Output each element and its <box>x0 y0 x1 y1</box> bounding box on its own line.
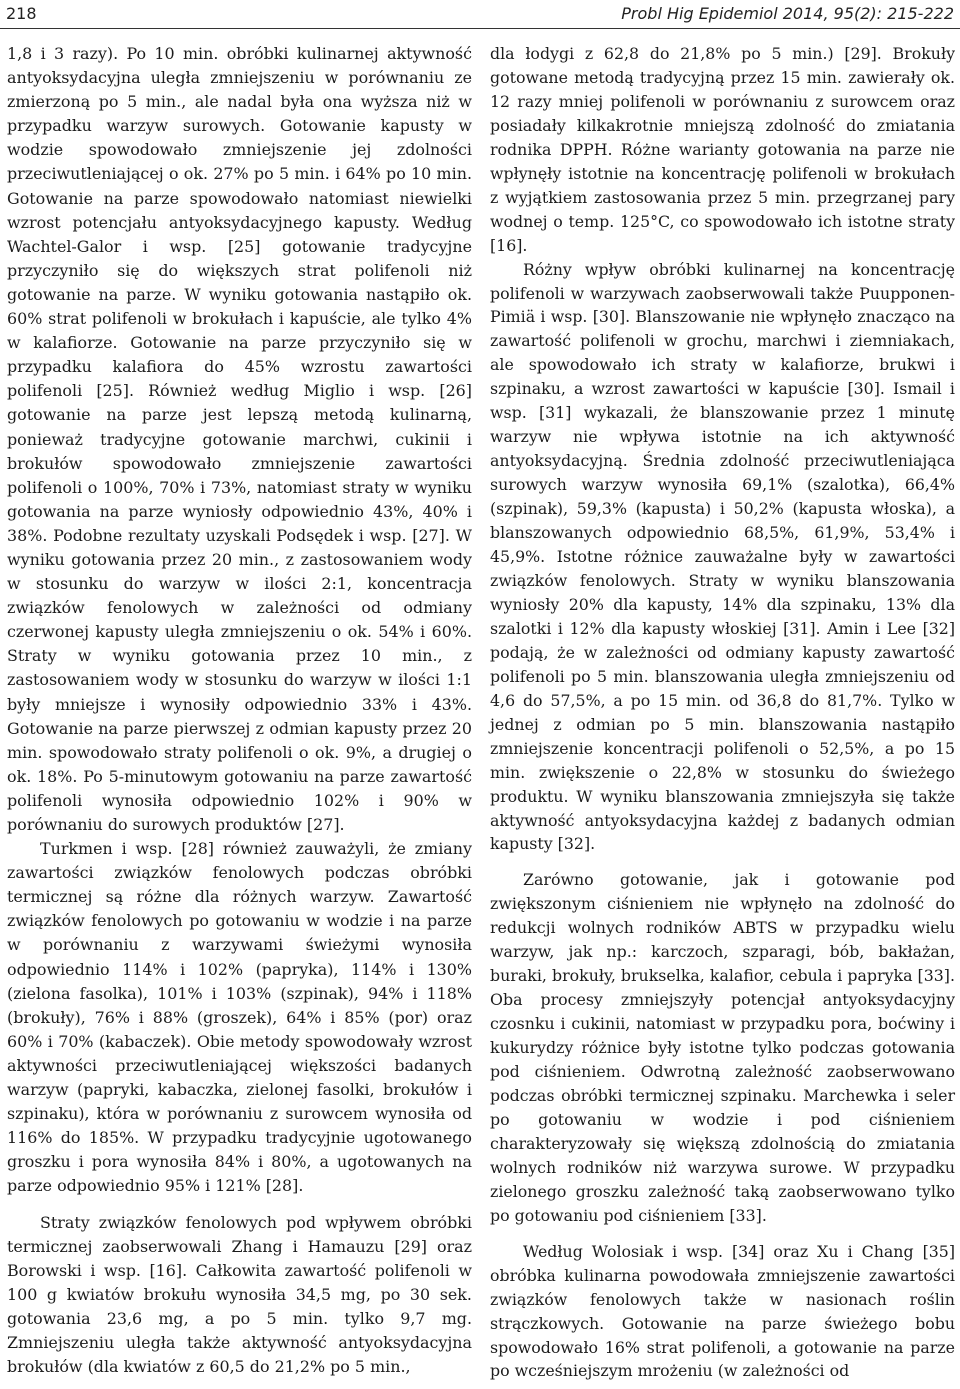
left-column <box>7 42 472 1379</box>
paragraph: dla łodygi z 62,8 do 21,8% po 5 min.) [29]. Brokuły gotowane metodą tradycyjną przez 15 min. zawierały ok. 12 razy mniej polifenoli w porównaniu z surowcem oraz posiadały kilkakrotnie mniejszą zdolność do zmiatania rodnika DPPH. Różne warianty gotowania na parze nie wpłynęły istotnie na koncentrację polifenoli w brokułach z wyjątkiem zastosowania przez 5 min. przegrzanej pary wodnej o temp. 125°C, co spowodowało ich istotne straty [16]. <box>490 44 955 255</box>
right-column <box>490 42 955 1383</box>
header-rule <box>0 28 960 29</box>
page-number: 218 <box>6 3 37 23</box>
paragraph: Według Wolosiak i wsp. [34] oraz Xu i Chang [35] obróbka kulinarna powodowała zmniejszenie zawartości związków fenolowych także w nasionach roślin strączkowych. Gotowanie na parze świeżego bobu spowodowało 16% strat polifenoli, a gotowanie na parze po wcześniejszym mrożeniu (w zależności od <box>490 1241 955 1381</box>
paragraph: Straty związków fenolowych pod wpływem obróbki termicznej zaobserwowali Zhang i Hamauzu [29] oraz Borowski i wsp. [16]. Całkowita zawartość polifenoli w 100 g kwiatów brokułu wynosiła 34,5 mg, po 30 sek. gotowania 23,6 mg, a po 5 min. tylko 9,7 mg. Zmniejszeniu uległa także aktywność antyoksydacyjna brokułów (dla kwiatów z 60,5 do 21,2% po 5 min., <box>7 1212 472 1377</box>
page-header <box>6 0 954 26</box>
paragraph: 1,8 i 3 razy). Po 10 min. obróbki kulinarnej aktywność antyoksydacyjna uległa zmniejszeniu w porównaniu ze zmierzoną po 5 min., ale nadal była ona wyższa niż w przypadku warzyw surowych. Gotowanie kapusty w wodzie spowodowało zmniejszenie jej zdolności przeciwutleniającej o ok. 27% po 5 min. i 64% po 10 min. Gotowanie na parze spowodowało natomiast niewielki wzrost potencjału antyoksydacyjnego kapusty. Według Wachtel-Galor i wsp. [25] gotowanie tradycyjne przyczyniło się do większych strat polifenoli niż gotowanie na parze. W wyniku gotowania nastąpiło ok. 60% strat polifenoli w brokułach i kapuście, ale tylko 4% w kalafiorze. Gotowanie na parze przyczyniło się w przypadku kalafiora do 45% wzrostu zawartości polifenoli [25]. Również według Miglio i wsp. [26] gotowanie na parze jest lepszą metodą kulinarną, ponieważ tradycyjne gotowanie marchwi, cukinii i brokułów spowodowało zmniejszenie zawartości polifenoli o 100%, 70% i 73%, natomiast straty w wyniku gotowania na parze wyniosły odpowiednio 43%, 40% i 38%. Podobne rezultaty uzyskali Podsędek i wsp. [27]. W wyniku gotowania przez 20 min., z zastosowaniem wody w stosunku do warzyw w ilości 2:1, koncentracja związków fenolowych w zależności od odmiany czerwonej kapusty uległa zmniejszeniu o ok. 54% i 60%. Straty w wyniku gotowania przez 10 min., z zastosowaniem wody w stosunku do warzyw w ilości 1:1 były mniejsze i wynosiły odpowiednio 33% i 43%. Gotowanie na parze pierwszej z odmian kapusty przez 20 min. spowodowało straty polifenoli o ok. 9%, a drugiej o ok. 18%. Po 5-minutowym gotowaniu na parze zawartość polifenoli wynosiła odpowiednio 102% i 90% w porównaniu do surowych produktów [27]. <box>7 44 472 834</box>
paragraph: Różny wpływ obróbki kulinarnej na koncentrację polifenoli w warzywach zaobserwowali także Puupponen-Pimiä i wsp. [30]. Blanszowanie nie wpłynęło znacząco na zawartość polifenoli w grochu, marchwi i ziemniakach, ale spowodowało ich straty w kalafiorze, brukwi i szpinaku, a wzrost zawartości w kapuście [30]. Ismail i wsp. [31] wykazali, że blanszowanie przez 1 minutę warzyw nie wpływa istotnie na ich aktywność antyoksydacyjną. Średnia zdolność przeciwutleniająca surowych warzyw wynosiła 69,1% (szalotka), 66,4% (szpinak), 59,3% (kapusta) i 50,2% (kapusta włoska), a blanszowanych odpowiednio 68,5%, 61,9%, 53,4% i 45,9%. Istotne różnice zauważalne były w zawartości związków fenolowych. Straty w wyniku blanszowania wyniosły 20% dla kapusty, 14% dla szpinaku, 13% dla szalotki i 12% dla kapusty włoskiej [31]. Amin i Lee [32] podają, że w zależności od odmiany kapusty zawartość polifenoli po 5 min. blanszowania uległa zmniejszeniu od 4,6 do 57,5%, a po 15 min. od 36,8 do 81,7%. Tylko w jednej z odmian po 5 min. blanszowania nastąpiło zmniejszenie koncentracji polifenoli o 52,5%, a po 15 min. zwiększenie o 22,8% w stosunku do świeżego produktu. W wyniku blanszowania zmniejszyła się także aktywność antyoksydacyjna każdej z badanych odmian kapusty [32]. <box>490 259 955 854</box>
journal-citation: Probl Hig Epidemiol 2014, 95(2): 215-222 <box>621 3 954 23</box>
paragraph: Zarówno gotowanie, jak i gotowanie pod zwiększonym ciśnieniem nie wpłynęło na zdolność do redukcji wolnych rodników ABTS w przypadku wielu warzyw, jak np.: karczoch, szparagi, bób, bakłażan, buraki, brokuły, brukselka, kalafior, cebula i papryka [33]. Oba procesy zmniejszyły potencjał antyoksydacyjny czosnku i cukinii, natomiast w przypadku pora, boćwiny i kukurydzy różnice były istotne tylko podczas gotowania pod ciśnieniem. Odwrotną zależność zaobserwowano podczas obróbki termicznej szpinaku. Marchewka i seler po gotowaniu w wodzie i pod ciśnieniem charakteryzowały się większą zdolnością do zmiatania wolnych rodników niż warzywa surowe. W przypadku zielonego groszku zależność taką zaobserwowano tylko po gotowaniu pod ciśnieniem [33]. <box>490 870 955 1225</box>
paragraph: Turkmen i wsp. [28] również zauważyli, że zmiany zawartości związków fenolowych podczas obróbki termicznej są różne dla różnych warzyw. Zawartość związków fenolowych po gotowaniu w wodzie i na parze w porównaniu z warzywami świeżymi wynosiła odpowiednio 114% i 102% (papryka), 114% i 130% (zielona fasolka), 101% i 103% (szpinak), 94% i 118% (brokuły), 76% i 88% (groszek), 64% i 85% (por) oraz 60% i 70% (kabaczek). Obie metody spowodowały wzrost aktywności przeciwutleniającej większości badanych warzyw (papryki, kabaczka, zielonej fasolki, brokułów i szpinaku), która w porównaniu z surowcem wynosiła od 116% do 185%. W przypadku tradycyjnie ugotowanego groszku i pora wynosiła 84% i 80%, a ugotowanych na parze odpowiednio 95% i 121% [28]. <box>7 839 472 1196</box>
